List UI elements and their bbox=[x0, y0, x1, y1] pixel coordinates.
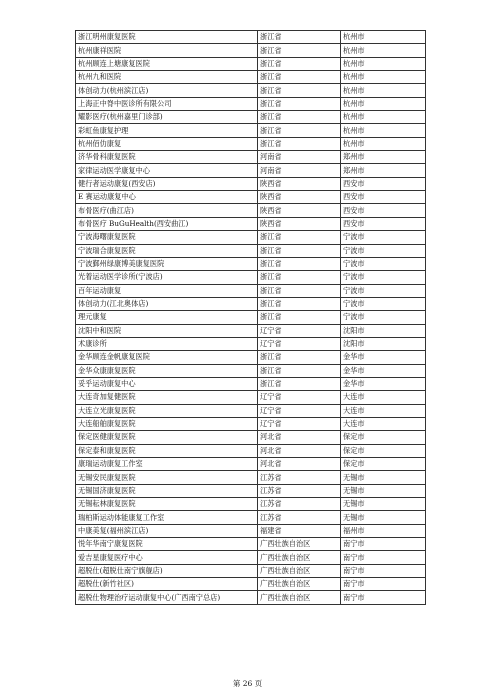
table-row bbox=[76, 471, 426, 484]
table-row bbox=[76, 337, 426, 350]
institution-name-cell: 家律运动医学康复中心 bbox=[76, 164, 258, 177]
city-cell: 西安市 bbox=[341, 191, 426, 204]
city-cell: 宁波市 bbox=[341, 244, 426, 257]
institution-name-cell: 术康诊所 bbox=[76, 337, 258, 350]
institution-name-cell: 超脱仕物理治疗运动康复中心(广西南宁总店) bbox=[76, 591, 258, 604]
table-row bbox=[76, 84, 426, 97]
table-row bbox=[76, 351, 426, 364]
city-cell: 南宁市 bbox=[341, 578, 426, 591]
city-cell: 宁波市 bbox=[341, 311, 426, 324]
institution-name-cell: 大连船舶康复医院 bbox=[76, 417, 258, 430]
table-row bbox=[76, 391, 426, 404]
province-cell: 河南省 bbox=[258, 164, 341, 177]
table-row bbox=[76, 511, 426, 524]
table-row bbox=[76, 551, 426, 564]
city-cell: 无锡市 bbox=[341, 471, 426, 484]
institution-name-cell: 百年运动康复 bbox=[76, 284, 258, 297]
province-cell: 河南省 bbox=[258, 151, 341, 164]
institution-name-cell: 杭州康祥医院 bbox=[76, 44, 258, 57]
institution-name-cell: 瑞柏斯运动体能康复工作室 bbox=[76, 511, 258, 524]
province-cell: 浙江省 bbox=[258, 31, 341, 44]
institution-name-cell: 超脱仕(新竹社区) bbox=[76, 578, 258, 591]
province-cell: 浙江省 bbox=[258, 297, 341, 310]
province-cell: 浙江省 bbox=[258, 97, 341, 110]
table-row bbox=[76, 151, 426, 164]
institution-name-cell: 杭州九和医院 bbox=[76, 71, 258, 84]
city-cell: 西安市 bbox=[341, 177, 426, 190]
table-row bbox=[76, 111, 426, 124]
city-cell: 西安市 bbox=[341, 204, 426, 217]
city-cell: 福州市 bbox=[341, 524, 426, 537]
table-row bbox=[76, 31, 426, 44]
province-cell: 江苏省 bbox=[258, 484, 341, 497]
table-row bbox=[76, 44, 426, 57]
province-cell: 江苏省 bbox=[258, 471, 341, 484]
table-row bbox=[76, 244, 426, 257]
institution-name-cell: 金华众康康复医院 bbox=[76, 364, 258, 377]
table-row bbox=[76, 524, 426, 537]
table-row bbox=[76, 231, 426, 244]
table-row bbox=[76, 271, 426, 284]
institution-name-cell: 无锡安民康复医院 bbox=[76, 471, 258, 484]
institution-name-cell: 光着运动医学诊所(宁波店) bbox=[76, 271, 258, 284]
province-cell: 浙江省 bbox=[258, 271, 341, 284]
institution-name-cell: E 赛运动康复中心 bbox=[76, 191, 258, 204]
city-cell: 杭州市 bbox=[341, 111, 426, 124]
province-cell: 河北省 bbox=[258, 444, 341, 457]
province-cell: 陕西省 bbox=[258, 191, 341, 204]
table-row bbox=[76, 324, 426, 337]
city-cell: 南宁市 bbox=[341, 564, 426, 577]
province-cell: 江苏省 bbox=[258, 511, 341, 524]
city-cell: 金华市 bbox=[341, 364, 426, 377]
province-cell: 辽宁省 bbox=[258, 417, 341, 430]
province-cell: 浙江省 bbox=[258, 84, 341, 97]
table-row bbox=[76, 578, 426, 591]
city-cell: 宁波市 bbox=[341, 271, 426, 284]
province-cell: 浙江省 bbox=[258, 71, 341, 84]
institution-name-cell: 康瑞运动康复工作室 bbox=[76, 458, 258, 471]
province-cell: 浙江省 bbox=[258, 231, 341, 244]
city-cell: 大连市 bbox=[341, 404, 426, 417]
province-cell: 河北省 bbox=[258, 458, 341, 471]
institution-name-cell: 爱吉星康复医疗中心 bbox=[76, 551, 258, 564]
table-row bbox=[76, 177, 426, 190]
table-row bbox=[76, 297, 426, 310]
table-row bbox=[76, 204, 426, 217]
table-row bbox=[76, 124, 426, 137]
institution-name-cell: 布骨医疗 BuGuHealth(西安曲江) bbox=[76, 217, 258, 230]
city-cell: 大连市 bbox=[341, 417, 426, 430]
table-row bbox=[76, 257, 426, 270]
province-cell: 广西壮族自治区 bbox=[258, 591, 341, 604]
city-cell: 杭州市 bbox=[341, 31, 426, 44]
city-cell: 宁波市 bbox=[341, 297, 426, 310]
table-row bbox=[76, 404, 426, 417]
city-cell: 保定市 bbox=[341, 431, 426, 444]
city-cell: 南宁市 bbox=[341, 538, 426, 551]
city-cell: 保定市 bbox=[341, 444, 426, 457]
table-row bbox=[76, 431, 426, 444]
city-cell: 保定市 bbox=[341, 458, 426, 471]
institution-name-cell: 宁波鄞州绿康博美康复医院 bbox=[76, 257, 258, 270]
institution-name-cell: 宁波海曙康复医院 bbox=[76, 231, 258, 244]
city-cell: 沈阳市 bbox=[341, 337, 426, 350]
province-cell: 陕西省 bbox=[258, 204, 341, 217]
institution-name-cell: 保定医健康复医院 bbox=[76, 431, 258, 444]
institution-name-cell: 健行者运动康复(西安店) bbox=[76, 177, 258, 190]
province-cell: 广西壮族自治区 bbox=[258, 564, 341, 577]
institution-name-cell: 彩虹鱼康复护理 bbox=[76, 124, 258, 137]
province-cell: 广西壮族自治区 bbox=[258, 578, 341, 591]
table-row bbox=[76, 364, 426, 377]
institution-name-cell: 上海正中脊中医诊所有限公司 bbox=[76, 97, 258, 110]
institution-name-cell: 浙江明州康复医院 bbox=[76, 31, 258, 44]
institution-name-cell: 济华骨科康复医院 bbox=[76, 151, 258, 164]
table-row bbox=[76, 191, 426, 204]
city-cell: 杭州市 bbox=[341, 71, 426, 84]
table-row bbox=[76, 564, 426, 577]
institution-name-cell: 无锡耘林康复医院 bbox=[76, 498, 258, 511]
province-cell: 陕西省 bbox=[258, 177, 341, 190]
province-cell: 浙江省 bbox=[258, 111, 341, 124]
province-cell: 浙江省 bbox=[258, 124, 341, 137]
province-cell: 福建省 bbox=[258, 524, 341, 537]
city-cell: 郑州市 bbox=[341, 151, 426, 164]
province-cell: 浙江省 bbox=[258, 284, 341, 297]
city-cell: 无锡市 bbox=[341, 498, 426, 511]
province-cell: 浙江省 bbox=[258, 377, 341, 390]
table-row bbox=[76, 538, 426, 551]
province-cell: 陕西省 bbox=[258, 217, 341, 230]
city-cell: 沈阳市 bbox=[341, 324, 426, 337]
province-cell: 浙江省 bbox=[258, 311, 341, 324]
province-cell: 浙江省 bbox=[258, 351, 341, 364]
table-row bbox=[76, 71, 426, 84]
province-cell: 辽宁省 bbox=[258, 391, 341, 404]
city-cell: 郑州市 bbox=[341, 164, 426, 177]
city-cell: 杭州市 bbox=[341, 44, 426, 57]
province-cell: 浙江省 bbox=[258, 44, 341, 57]
institution-name-cell: 布骨医疗(曲江店) bbox=[76, 204, 258, 217]
institution-name-cell: 无锡国济康复医院 bbox=[76, 484, 258, 497]
table-body bbox=[76, 31, 426, 605]
city-cell: 杭州市 bbox=[341, 84, 426, 97]
institution-name-cell: 大连奇加复健医院 bbox=[76, 391, 258, 404]
table-row bbox=[76, 311, 426, 324]
institution-name-cell: 耀影医疗(杭州嘉里门诊部) bbox=[76, 111, 258, 124]
institution-name-cell: 杭州顾连上塘康复医院 bbox=[76, 57, 258, 70]
city-cell: 南宁市 bbox=[341, 551, 426, 564]
table-row bbox=[76, 57, 426, 70]
table-row bbox=[76, 591, 426, 604]
institution-name-cell: 沈阳中和医院 bbox=[76, 324, 258, 337]
city-cell: 金华市 bbox=[341, 377, 426, 390]
city-cell: 大连市 bbox=[341, 391, 426, 404]
table-row bbox=[76, 97, 426, 110]
province-cell: 浙江省 bbox=[258, 137, 341, 150]
province-cell: 浙江省 bbox=[258, 257, 341, 270]
province-cell: 广西壮族自治区 bbox=[258, 538, 341, 551]
province-cell: 江苏省 bbox=[258, 498, 341, 511]
institution-name-cell: 超脱仕(超脱仕南宁旗舰店) bbox=[76, 564, 258, 577]
province-cell: 浙江省 bbox=[258, 244, 341, 257]
province-cell: 河北省 bbox=[258, 431, 341, 444]
city-cell: 宁波市 bbox=[341, 284, 426, 297]
city-cell: 杭州市 bbox=[341, 97, 426, 110]
institution-name-cell: 金华顾连金帆康复医院 bbox=[76, 351, 258, 364]
institution-name-cell: 悦年华南宁康复医院 bbox=[76, 538, 258, 551]
institution-name-cell: 保定泰和康复医院 bbox=[76, 444, 258, 457]
institution-name-cell: 宁波瑞合康复医院 bbox=[76, 244, 258, 257]
institution-name-cell: 理元康复 bbox=[76, 311, 258, 324]
city-cell: 金华市 bbox=[341, 351, 426, 364]
province-cell: 辽宁省 bbox=[258, 324, 341, 337]
province-cell: 浙江省 bbox=[258, 364, 341, 377]
table-row bbox=[76, 498, 426, 511]
institution-name-cell: 杭州佰仂康复 bbox=[76, 137, 258, 150]
city-cell: 宁波市 bbox=[341, 231, 426, 244]
city-cell: 杭州市 bbox=[341, 124, 426, 137]
table-row bbox=[76, 137, 426, 150]
institution-name-cell: 中康美复(福州滨江店) bbox=[76, 524, 258, 537]
institution-name-cell: 体创动力(杭州滨江店) bbox=[76, 84, 258, 97]
institution-name-cell: 妥乎运动康复中心 bbox=[76, 377, 258, 390]
table-row bbox=[76, 164, 426, 177]
institution-table bbox=[75, 30, 426, 605]
table-row bbox=[76, 484, 426, 497]
province-cell: 浙江省 bbox=[258, 57, 341, 70]
city-cell: 西安市 bbox=[341, 217, 426, 230]
table-row bbox=[76, 417, 426, 430]
province-cell: 辽宁省 bbox=[258, 404, 341, 417]
institution-name-cell: 体创动力(江北奥体店) bbox=[76, 297, 258, 310]
table-row bbox=[76, 284, 426, 297]
page-number: 第 26 页 bbox=[232, 679, 263, 688]
table-row bbox=[76, 458, 426, 471]
institution-name-cell: 大连立光康复医院 bbox=[76, 404, 258, 417]
table-row bbox=[76, 377, 426, 390]
table-row bbox=[76, 444, 426, 457]
table-row bbox=[76, 217, 426, 230]
province-cell: 广西壮族自治区 bbox=[258, 551, 341, 564]
city-cell: 杭州市 bbox=[341, 57, 426, 70]
city-cell: 无锡市 bbox=[341, 484, 426, 497]
city-cell: 无锡市 bbox=[341, 511, 426, 524]
city-cell: 杭州市 bbox=[341, 137, 426, 150]
city-cell: 宁波市 bbox=[341, 257, 426, 270]
province-cell: 辽宁省 bbox=[258, 337, 341, 350]
city-cell: 南宁市 bbox=[341, 591, 426, 604]
